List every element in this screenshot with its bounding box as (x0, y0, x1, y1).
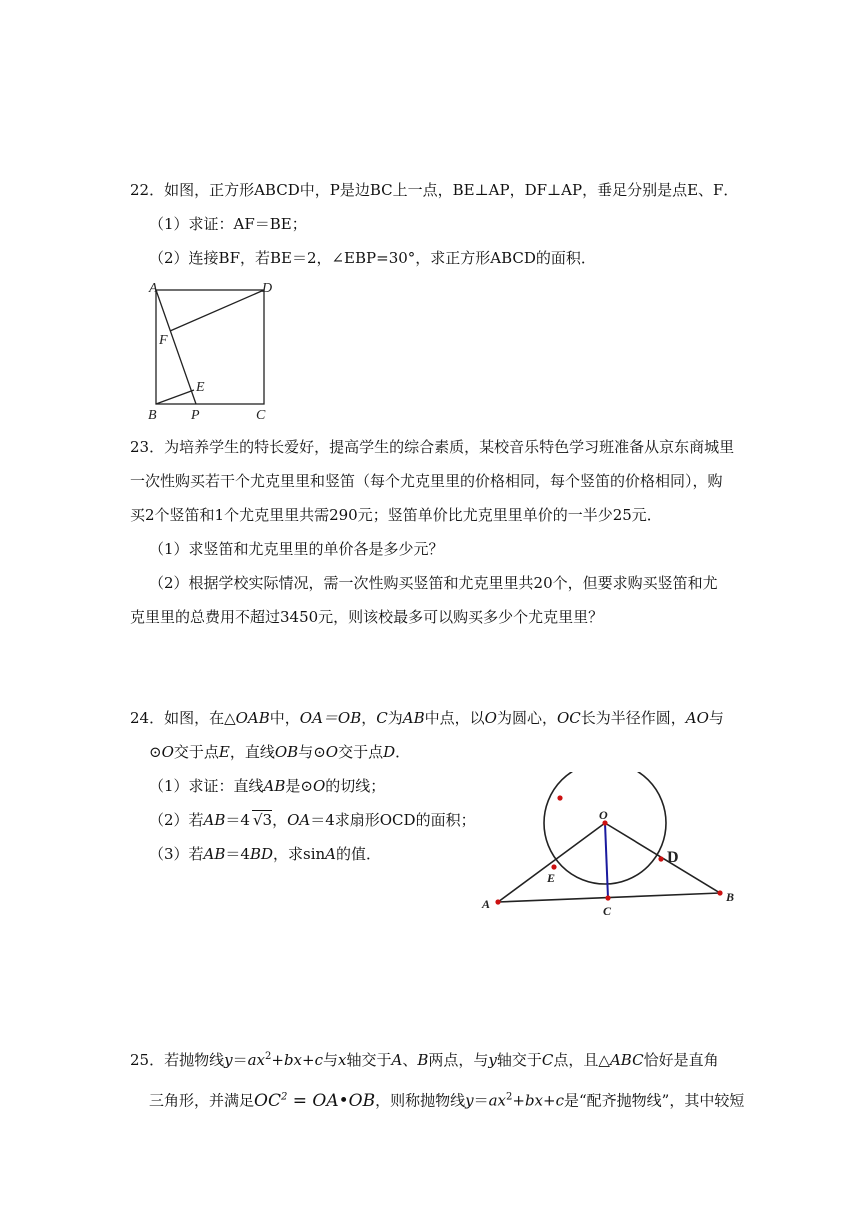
segment-oc (605, 823, 608, 898)
point-e (551, 864, 556, 869)
q25-line2: 三角形，并满足$OC^2$ = OA•OB，则称抛物线$y=ax^2+bx+c$是“配齐抛物线”，其中较短 (149, 1090, 745, 1111)
point-top (557, 795, 562, 800)
q23-stem-line2: 一次性购买若干个尤克里里和竖笛（每个尤克里里的价格相同，每个竖笛的价格相同），购 (130, 472, 723, 490)
label-c: C (256, 408, 266, 423)
q23-stem-line1: 23．为培养学生的特长爱好，提高学生的综合素质，某校音乐特色学习班准备从京东商城里 (130, 438, 735, 456)
label-d: D (262, 281, 273, 296)
square-abcd (156, 290, 264, 404)
segment-be (156, 390, 194, 404)
q22-part2: （2）连接BF，若BE＝2，∠EBP=30°，求正方形ABCD的面积． (149, 249, 596, 267)
q22-stem: 22．如图，正方形ABCD中，P是边BC上一点，BE⊥AP，DF⊥AP，垂足分别是点E、F． (130, 181, 739, 199)
q24-part2: （2）若AB＝4 √3，OA＝4求扇形OCD的面积； (149, 811, 476, 829)
label-d: D (667, 849, 679, 866)
point-a (495, 899, 500, 904)
q23-part2-line1: （2）根据学校实际情况，需一次性购买竖笛和尤克里里共20个，但要求购买竖笛和尤 (149, 574, 718, 592)
q22-square-figure (140, 278, 280, 423)
point-b (717, 890, 722, 895)
label-a: A (149, 281, 158, 296)
label-f: F (159, 333, 168, 348)
label-b: B (148, 408, 157, 423)
q22-part1: （1）求证：AF＝BE； (149, 215, 307, 233)
label-o: O (599, 808, 608, 822)
segment-df (170, 290, 264, 331)
q24-part1: （1）求证：直线AB是⊙O的切线； (149, 777, 386, 795)
q24-part3: （3）若AB＝4BD，求sinA的值． (149, 845, 382, 863)
q23-part2-line2: 克里里的总费用不超过3450元，则该校最多可以购买多少个尤克里里？ (130, 608, 604, 626)
label-a: A (482, 897, 491, 911)
label-e: E (196, 380, 205, 395)
q24-stem-line2: ⊙O交于点E，直线OB与⊙O交于点D． (149, 743, 411, 761)
q25-line1: 25．若抛物线$y=ax^2+bx+c$与x轴交于A、B两点，与y轴交于C点，且△ABC恰好是直角 (130, 1051, 719, 1069)
label-b: B (726, 890, 735, 904)
label-p: P (191, 408, 200, 423)
q24-stem-line1: 24．如图，在△OAB中，OA＝OB，C为AB中点，以O为圆心，OC长为半径作圆，AO与 (130, 709, 724, 727)
q23-part1: （1）求竖笛和尤克里里的单价各是多少元？ (149, 540, 444, 558)
label-c: C (603, 904, 612, 917)
point-c (605, 895, 610, 900)
q24-circle-figure (478, 772, 748, 917)
point-d (658, 856, 663, 861)
segment-ao (498, 823, 605, 902)
label-e: E (547, 871, 556, 885)
q25-formula: $OC^2$ = OA•OB (254, 1090, 376, 1111)
q23-stem-line3: 买2个竖笛和1个尤克里里共需290元；竖笛单价比尤克里里单价的一半少25元． (130, 506, 662, 524)
